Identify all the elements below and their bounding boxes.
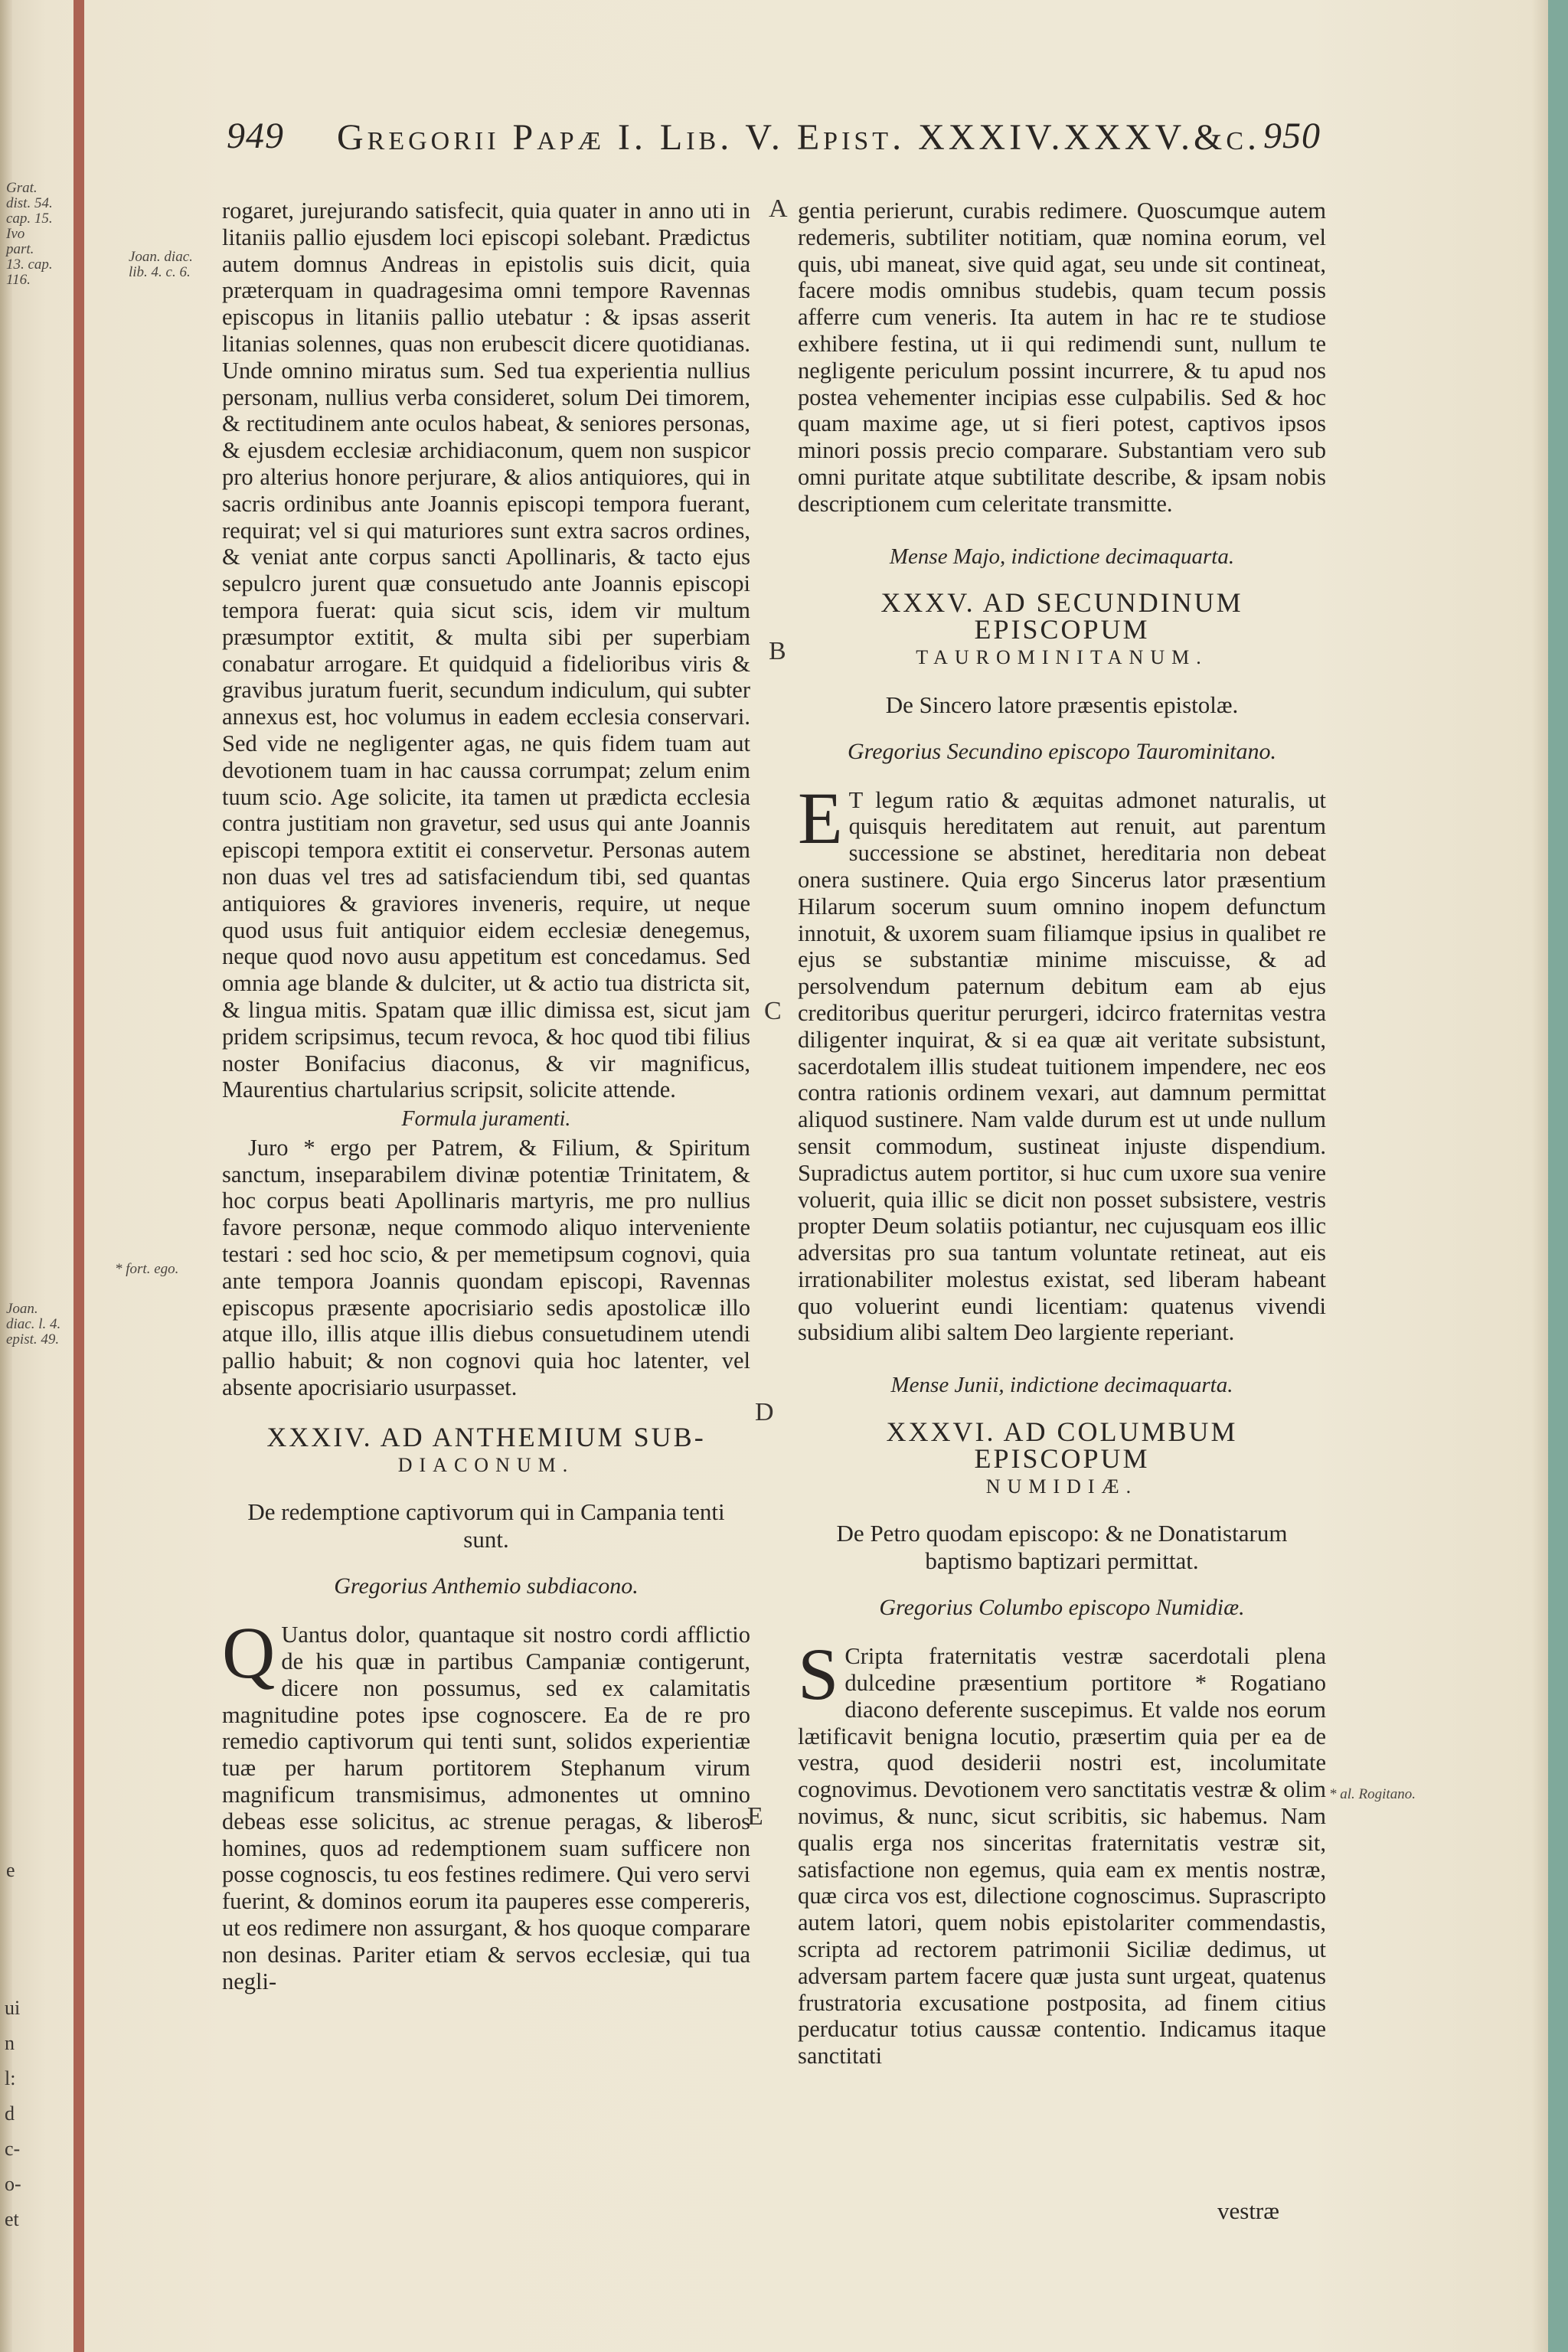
salutation: Gregorius Anthemio subdiacono. (334, 1573, 639, 1599)
bleed-through-fragment: c- (5, 2138, 21, 2160)
date-line: Mense Junii, indictione decimaquarta. (890, 1373, 1233, 1398)
letter-heading-continued: NUMIDIÆ. (985, 1475, 1138, 1498)
letter-summary: De Petro quodam episcopo: & ne Donatistarum baptismo baptizari permittat. (836, 1520, 1288, 1575)
letter-summary: De Sincero latore præsentis epistolæ. (885, 691, 1239, 718)
left-text-column (222, 198, 750, 1994)
section-letter-c: C (764, 997, 782, 1025)
bleed-through-fragment: ui (5, 1997, 21, 2019)
letter-heading: XXXIV. AD ANTHEMIUM SUB- (266, 1421, 706, 1452)
letter-heading: XXXV. AD SECUNDINUM EPISCOPUM (880, 587, 1243, 645)
bleed-through-fragment: l: (5, 2067, 16, 2089)
drop-capital: E (798, 776, 843, 859)
red-page-edge (74, 0, 84, 2352)
date-line: Mense Majo, indictione decimaquarta. (889, 544, 1235, 569)
margin-note-rogitano: * al. Rogitano. (1329, 1786, 1416, 1802)
left-page-number: 949 (227, 116, 284, 156)
formula-heading: Formula juramenti. (401, 1107, 571, 1132)
salutation: Gregorius Secundino episcopo Taurominitano. (848, 738, 1276, 764)
body-text: rogaret, jurejurando satisfecit, quia quater in anno uti in litaniis pallio ejusdem loci episcopi solebant. Prædictus autem domnus Andreas in epistolis suis dicit, quia præterquam in quadragesima omni tempore Ravennas episcopus in litaniis pallio utebatur : & ipsas asserit litanias solennes, quas non erubescit dicere quotidianas. Unde omnino miratus sum. Sed tua experientia nullius personam, nullius verba consideret, solum Dei timorem, & rectitudinem ante oculos habeat, & seniores personas, & ejusdem ecclesiæ archidiaconum, quem non suspicor pro alterius honore perjurare, & alios antiquiores, qui in sacris ordinibus ante Joannis episcopi tempora fuerant, requirat; vel si qui maturiores sunt extra sacros ordines, & veniat ante corpus sancti Apollinaris, & tacto ejus sepulcro jurent quæ consuetudo ante Joannis episcopi tempora fuerat: quia sicut scis, idem vir multum præsumptor extitit, & multa sibi per superbiam conabatur arrogare. Et quidquid a fidelioribus viris & gravibus juratum fuerit, secundum indiculum, qui subter annexus est, hoc volumus in eadem ecclesia conservari. Sed vide ne negligenter agas, ne quis fidem tuam aut devotionem tuam in hac caussa corrumpat; zelum enim tuum scio. Age solicite, ita tamen ut prædicta ecclesia contra justitiam non gravetur, sed usus qui ante Joannis episcopi tempora extitit ei conservetur. Personas autem non duas vel tres ad satisfaciendum tibi, sed quantas antiquiores & graviores inveneris, require, ut neque quod usus fuit antiquior eidem ecclesiæ denegemus, neque quod novo ausu appetitum est concedamus. Sed omnia age blande & dulciter, ut & actio tua districta sit, & lingua mitis. Spatam quæ illic dimissa est, sicut jam pridem scripsimus, tecum revoca, & hoc quod tibi filius noster Bonifacius diaconus, & vir magnificus, Maurentius chartularius scripsit, solicite attende. (222, 198, 750, 1103)
section-letter-d: D (755, 1398, 774, 1426)
running-title: Gregorii Papæ I. Lib. V. Epist. XXXIV.XXXV.&c. (337, 117, 1261, 158)
margin-note-joan-diac: Joan. diac. lib. 4. c. 6. (129, 249, 193, 280)
letter-heading: XXXVI. AD COLUMBUM EPISCOPUM (886, 1416, 1238, 1474)
section-letter-b: B (769, 637, 786, 665)
right-text-column (798, 198, 1326, 2069)
margin-note-joan-diac-epist: Joan. diac. l. 4. epist. 49. (6, 1301, 61, 1348)
body-text: E T legum ratio & æquitas admonet naturalis, ut quisquis hereditatem aut renuit, aut parentum successione se abstinet, hereditaria non debeat onera sustinere. Quia ergo Sincerus lator præsentium Hilarum socerum suum omnino inopem defunctum innotuit, & uxorem suam filiamque ipsius in qualibet re ejus se substantiæ minime miscuisse, & ad persolvendum paternum debitum eam ab ejus creditoribus queritur perurgeri, idcirco fraternitas vestra diligenter inquirat, & si ea quæ ait veritate subsistunt, sacerdotalem illis studeat tuitionem impendere, nec eos contra rationis ordinem vexari, aut damnum permittat aliquod sustinere. Nam valde durum est ut unde nullum sensit commodum, sustineat injuste dispendium. Supradictus autem portitor, si huc cum uxore sua venire voluerit, quia illic se dicit non posset subsistere, vestris propter Deum solatiis potiantur, nec cujusquam eos illic adversitas pro sua tantum voluntate retineat, aut eis irrationabiliter molestus existat, sed liberam habeant quo voluerint eundi licentiam: quatenus vivendi subsidium alibi saltem Deo largiente reperiant. (798, 776, 1326, 1346)
body-text: S Cripta fraternitatis vestræ sacerdotali plena dulcedine præsentium portitore * Rogatiano diacono deferente suscepimus. Et valde nos eorum lætificavit benigna locutio, præsertim quia per ea de vestra, quod desiderii nostri est, incolumitate cognovimus. Devotionem vero sanctitatis vestræ & olim novimus, & nunc, sicut scribitis, sic habemus. Nam qualis erga nos sinceritas fraternitatis vestræ sit, satisfactione non egemus, quia eam ex mentis nostræ, quæ circa vos est, dilectione cognoscimus. Suprascripto autem latori, quem nobis epistolariter commendastis, scripta ad rectorem patrimonii Siciliæ dedimus, ut adversam partem facere quæ justa sunt urgeat, quatenus frustratoria excusatione postposita, ad finem citius perducatur totius caussæ contentio. Indicamus itaque sanctitati (798, 1633, 1326, 2069)
section-letter-e: E (747, 1802, 763, 1831)
body-text: Q Uantus dolor, quantaque sit nostro cordi afflictio de his quæ in partibus Campaniæ contigerunt, dicere non possumus, sed ex calamitatis magnitudine potes ipse cognoscere. Ea de re pro remedio captivorum qui tenti sunt, solidos experientiæ tuæ per harum portitorem Stephanum virum magnificum transmisimus, admonentes ut omnino debeas esse solicitus, ac strenue peragas, & liberos homines, quos ad redemptionem suam sufficere non posse cognoscis, tu eos festines redimere. Qui vero servi fuerint, & dominos eorum ita pauperes esse compereris, ut eos redimere non assurgant, & hos quoque comparare non desinas. Pariter etiam & servos ecclesiæ, qui tua negli- (222, 1612, 750, 1994)
running-header (0, 115, 1548, 168)
section-letter-a: A (769, 194, 788, 223)
letter-heading-continued: DIACONUM. (397, 1453, 575, 1476)
salutation: Gregorius Columbo episcopo Numidiæ. (879, 1595, 1245, 1621)
letter-summary: De redemptione captivorum qui in Campania tenti sunt. (247, 1498, 725, 1553)
letter-heading-continued: TAUROMINITANUM. (916, 645, 1208, 668)
margin-note-fort-ego: * fort. ego. (115, 1261, 179, 1277)
drop-capital: S (798, 1633, 839, 1716)
bleed-through-fragment: o- (5, 2173, 21, 2195)
margin-note-gratian: Grat. dist. 54. cap. 15. Ivo part. 13. cap. 116. (6, 180, 53, 288)
catchword: vestræ (1217, 2197, 1279, 2224)
bleed-through-fragment: et (5, 2208, 19, 2230)
body-text: Juro * ergo per Patrem, & Filium, & Spiritum sanctum, inseparabilem divinæ potentiæ Trinitatem, & hoc corpus beati Apollinaris martyris, me pro nullius favore personæ, neque commodo aliquo interveniente testari : sed hoc scio, & per memetipsum cognovi, quia ante tempora Joannis quondam episcopi, Ravennas episcopus præsente apocrisiario sedis apostolicæ illo atque illo, illis atque illis diebus consuetudinem utendi pallio habuit; & non cognovi quia hoc latenter, vel absente apocrisiario usurpasset. (222, 1134, 750, 1401)
right-page-number: 950 (1263, 116, 1321, 156)
body-text: gentia perierunt, curabis redimere. Quoscumque autem redemeris, subtiliter notitiam, quæ nomina eorum, vel quis, ubi maneat, sive quid agat, seu unde sit contineat, facere modis omnibus studebis, quam tecum possis afferre cum veneris. Ita autem in hac re te studiose exhibere festina, ut ii qui redimendi sunt, nullum te negligente periculum possint incurrere, & tu apud nos postea vehementer incipias esse culpabilis. Sed & hoc quam maxime age, ut si fieri potest, captivos ipsos minori possis precio comparare. Substantiam vero sub omni puritate atque subtilitate describe, & ipsam nobis descriptionem cum celeritate transmitte. (798, 198, 1326, 517)
bleed-through-fragment: n (5, 2032, 15, 2054)
bleed-through-fragment: d (5, 2102, 15, 2125)
drop-capital: Q (222, 1612, 276, 1694)
bleed-through-fragment: e (6, 1859, 15, 1881)
